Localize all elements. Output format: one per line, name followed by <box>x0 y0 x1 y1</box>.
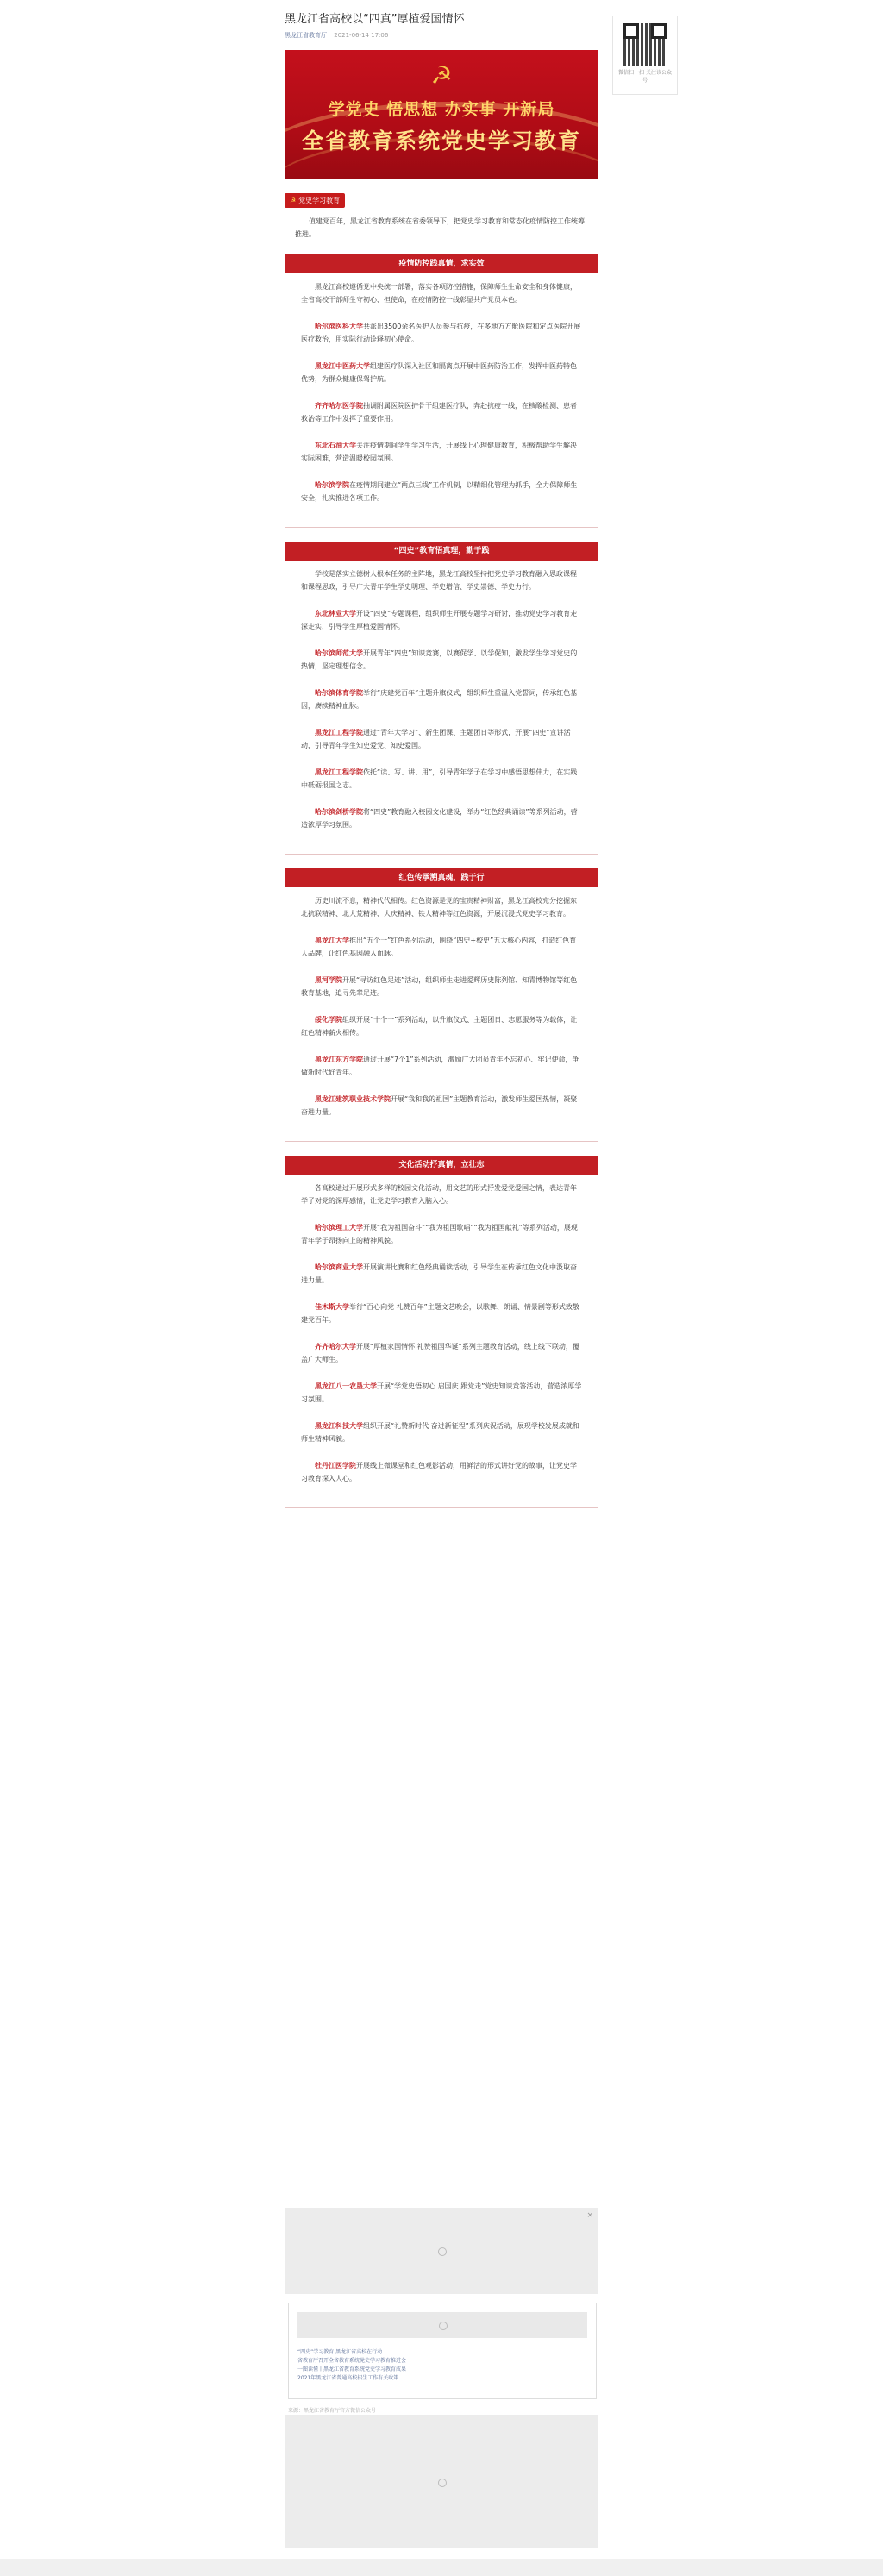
university-name: 黑龙江八一农垦大学 <box>315 1382 377 1390</box>
source-note: 来源：黑龙江省教育厅官方微信公众号 <box>288 2408 377 2414</box>
section-paragraph <box>285 1301 598 1326</box>
section-paragraph <box>285 766 598 792</box>
loading-icon <box>439 2322 448 2330</box>
paragraph-text: 各高校通过开展形式多样的校园文化活动，用文艺的形式抒发爱党爱国之情，表达青年学子对党的深厚感情，让党史学习教育入脑入心。 <box>301 1184 577 1205</box>
section-paragraph <box>285 1459 598 1485</box>
university-name: 东北林业大学 <box>315 610 356 617</box>
publish-date: 2021-06-14 17:06 <box>334 32 389 39</box>
paragraph-text: 开展“寻访红色足迹”活动，组织师生走进爱辉历史陈列馆、知青博物馆等红色教育基地，追寻先辈足迹。 <box>301 976 578 997</box>
paragraph-text: 依托“读、写、讲、用”，引导青年学子在学习中感悟思想伟力，在实践中砥砺报国之志。 <box>301 768 578 789</box>
paragraph-text: 学校是落实立德树人根本任务的主阵地，黑龙江高校坚持把党史学习教育融入思政课程和课程思政，引导广大青年学生学史明理、学史增信、学史崇德、学史力行。 <box>301 570 577 591</box>
paragraph-text: 黑龙江高校遵循党中央统一部署，落实各项防控措施，保障师生生命安全和身体健康，全省高校干部师生守初心、担使命，在疫情防控一线彰显共产党员本色。 <box>301 283 577 304</box>
section-heading: 疫情防控践真情，求实效 <box>285 254 598 273</box>
paragraph-text: 开展“学党史悟初心 启国庆 跟党走”党史知识竞答活动，营造浓厚学习氛围。 <box>301 1382 582 1403</box>
paragraph-text: 通过开展“7个1”系列活动，激励广大团员青年不忘初心、牢记使命，争做新时代好青年。 <box>301 1056 579 1076</box>
section-paragraph <box>285 1013 598 1039</box>
article-section <box>285 1156 598 1508</box>
university-name: 哈尔滨师范大学 <box>315 649 363 657</box>
paragraph-text: 通过“青年大学习”、新生团课、主题团日等形式，开展“四史”宣讲活动，引导青年学生知史爱党、知史爱国。 <box>301 729 571 749</box>
qr-code-panel <box>612 16 678 95</box>
author-link[interactable]: 黑龙江省教育厅 <box>285 32 327 39</box>
ad-placeholder[interactable] <box>285 2415 598 2548</box>
section-paragraph <box>285 1340 598 1366</box>
section-paragraph <box>285 894 598 920</box>
section-paragraph <box>285 479 598 505</box>
university-name: 黑龙江工程学院 <box>315 768 363 776</box>
loading-icon <box>438 2247 447 2256</box>
paragraph-text: 举行“庆建党百年”主题升旗仪式，组织师生重温入党誓词，传承红色基因，赓续精神血脉。 <box>301 689 578 710</box>
university-name: 黑龙江东方学院 <box>315 1056 363 1063</box>
section-paragraph <box>285 726 598 752</box>
article-section <box>285 254 598 528</box>
paragraph-text: 举行“百心向党 礼赞百年”主题文艺晚会，以歌舞、朗诵、情景剧等形式致敬建党百年。 <box>301 1303 579 1324</box>
paragraph-text: 开展青年“四史”知识竞赛，以赛促学、以学促知，激发学生学习党史的热情，坚定理想信念。 <box>301 649 578 670</box>
paragraph-text: 开展线上微课堂和红色观影活动，用鲜活的形式讲好党的故事，让党史学习教育深入人心。 <box>301 1462 577 1482</box>
university-name: 齐齐哈尔医学院 <box>315 402 363 410</box>
article <box>285 12 598 1508</box>
related-link[interactable]: 2021年黑龙江省普通高校招生工作有关政策 <box>297 2375 399 2381</box>
university-name: 哈尔滨商业大学 <box>315 1263 363 1271</box>
university-name: 牡丹江医学院 <box>315 1462 356 1470</box>
related-articles <box>288 2303 597 2399</box>
section-paragraph <box>285 647 598 673</box>
university-name: 黑龙江科技大学 <box>315 1422 363 1430</box>
section-paragraph <box>285 1053 598 1079</box>
paragraph-text: 开展“厚植家国情怀 礼赞祖国华诞”系列主题教育活动，线上线下联动，覆盖广大师生。 <box>301 1343 579 1363</box>
section-paragraph <box>285 607 598 633</box>
related-link[interactable]: “四史”学习教育 黑龙江省高校在行动 <box>297 2349 383 2355</box>
paragraph-text: 推出“五个一”红色系列活动，围绕“四史+校史”五大核心内容，打造红色育人品牌，让红色基因融入血脉。 <box>301 937 577 957</box>
article-title: 黑龙江省高校以“四真”厚植爱国情怀 <box>285 13 465 26</box>
university-name: 哈尔滨剑桥学院 <box>315 808 363 816</box>
section-paragraph <box>285 439 598 465</box>
university-name: 佳木斯大学 <box>315 1303 349 1311</box>
qr-code-icon <box>623 23 667 66</box>
section-paragraph <box>285 1261 598 1287</box>
university-name: 哈尔滨医科大学 <box>315 323 363 330</box>
related-link[interactable]: 一图读懂丨黑龙江省教育系统党史学习教育成果 <box>297 2366 407 2372</box>
section-paragraph <box>285 399 598 425</box>
paragraph-text: 历史川流不息，精神代代相传。红色资源是党的宝贵精神财富，黑龙江高校充分挖掘东北抗联精神、北大荒精神、大庆精神、铁人精神等红色资源，开展沉浸式党史学习教育。 <box>301 897 577 918</box>
paragraph-text: 组织开展“十个一”系列活动，以升旗仪式、主题团日、志愿服务等为载体，让红色精神薪火相传。 <box>301 1016 578 1037</box>
section-paragraph <box>285 1093 598 1119</box>
section-paragraph <box>285 567 598 593</box>
university-name: 黑龙江工程学院 <box>315 729 363 736</box>
close-icon[interactable]: × <box>586 2211 593 2220</box>
paragraph-text: 抽调附属医院医护骨干组建医疗队，奔赴抗疫一线，在核酸检测、患者救治等工作中发挥了重要作用。 <box>301 402 577 423</box>
qr-caption: 微信扫一扫 关注该公众号 <box>618 70 672 84</box>
paragraph-text: 在疫情期间建立“两点三线”工作机制，以精细化管理为抓手，全力保障师生安全，扎实推进各项工作。 <box>301 481 578 502</box>
section-paragraph <box>285 805 598 831</box>
university-name: 哈尔滨体育学院 <box>315 689 363 697</box>
university-name: 黑龙江建筑职业技术学院 <box>315 1095 391 1103</box>
university-name: 齐齐哈尔大学 <box>315 1343 356 1351</box>
paragraph-text: 开展“我为祖国奋斗”“我为祖国歌唱”“我为祖国献礼”等系列活动，展现青年学子昂扬向上的精神风貌。 <box>301 1224 578 1244</box>
section-paragraph <box>285 1181 598 1207</box>
banner-image <box>285 50 598 179</box>
paragraph-text: 开展演讲比赛和红色经典诵读活动，引导学生在传承红色文化中汲取奋进力量。 <box>301 1263 577 1284</box>
paragraph-text: 关注疫情期间学生学习生活，开展线上心理健康教育，积极帮助学生解决实际困难，营造温暖校园氛围。 <box>301 442 577 462</box>
section-paragraph <box>285 1221 598 1247</box>
section-paragraph <box>285 974 598 1000</box>
banner-line2: 全省教育系统党史学习教育 <box>301 128 581 154</box>
article-section <box>285 542 598 855</box>
paragraph-text: 开设“四史”专题课程，组织师生开展专题学习研讨，推动党史学习教育走深走实，引导学生厚植爱国情怀。 <box>301 610 578 630</box>
university-name: 黑河学院 <box>315 976 342 984</box>
ad-placeholder[interactable] <box>285 2208 598 2294</box>
paragraph-text: 开展“我和我的祖国”主题教育活动，激发师生爱国热情，凝聚奋进力量。 <box>301 1095 578 1116</box>
section-heading: 文化活动抒真情，立壮志 <box>285 1156 598 1175</box>
section-paragraph <box>285 360 598 385</box>
article-body <box>285 254 598 1508</box>
university-name: 黑龙江中医药大学 <box>315 362 370 370</box>
section-paragraph <box>285 686 598 712</box>
section-paragraph <box>285 280 598 306</box>
loading-icon <box>438 2479 447 2487</box>
section-heading: “四史”教育悟真理，勤于践 <box>285 542 598 561</box>
party-emblem-icon: ☭ <box>290 197 297 204</box>
party-emblem-icon: ☭ <box>430 61 453 90</box>
section-heading: 红色传承溯真魂，践于行 <box>285 868 598 887</box>
paragraph-text: 组织开展“礼赞新时代 奋进新征程”系列庆祝活动，展现学校发展成就和师生精神风貌。 <box>301 1422 579 1443</box>
section-paragraph <box>285 934 598 960</box>
intro-paragraph: 值建党百年，黑龙江省教育系统在省委领导下，把党史学习教育和常态化疫情防控工作统筹推进。 <box>295 217 585 238</box>
paragraph-text: 共派出3500余名医护人员参与抗疫，在多地方方舱医院和定点医院开展医疗救治，用实际行动诠释初心使命。 <box>301 323 581 343</box>
article-section <box>285 868 598 1142</box>
university-name: 哈尔滨理工大学 <box>315 1224 363 1232</box>
related-image-placeholder <box>297 2312 587 2338</box>
topic-tag: ☭ 党史学习教育 <box>285 193 345 208</box>
university-name: 绥化学院 <box>315 1016 342 1024</box>
section-paragraph <box>285 320 598 346</box>
footer-bar <box>0 2559 883 2576</box>
banner-line1: 学党史 悟思想 办实事 开新局 <box>328 100 555 119</box>
paragraph-text: 组建医疗队深入社区和隔离点开展中医药防治工作，发挥中医药特色优势，为群众健康保驾护航。 <box>301 362 577 383</box>
university-name: 黑龙江大学 <box>315 937 349 944</box>
article-meta <box>285 31 598 40</box>
related-link[interactable]: 省教育厅召开全省教育系统党史学习教育推进会 <box>297 2358 407 2364</box>
university-name: 东北石油大学 <box>315 442 356 449</box>
section-paragraph <box>285 1380 598 1406</box>
university-name: 哈尔滨学院 <box>315 481 349 489</box>
paragraph-text: 将“四史”教育融入校园文化建设，举办“红色经典诵读”等系列活动，营造浓厚学习氛围。 <box>301 808 578 829</box>
section-paragraph <box>285 1420 598 1445</box>
